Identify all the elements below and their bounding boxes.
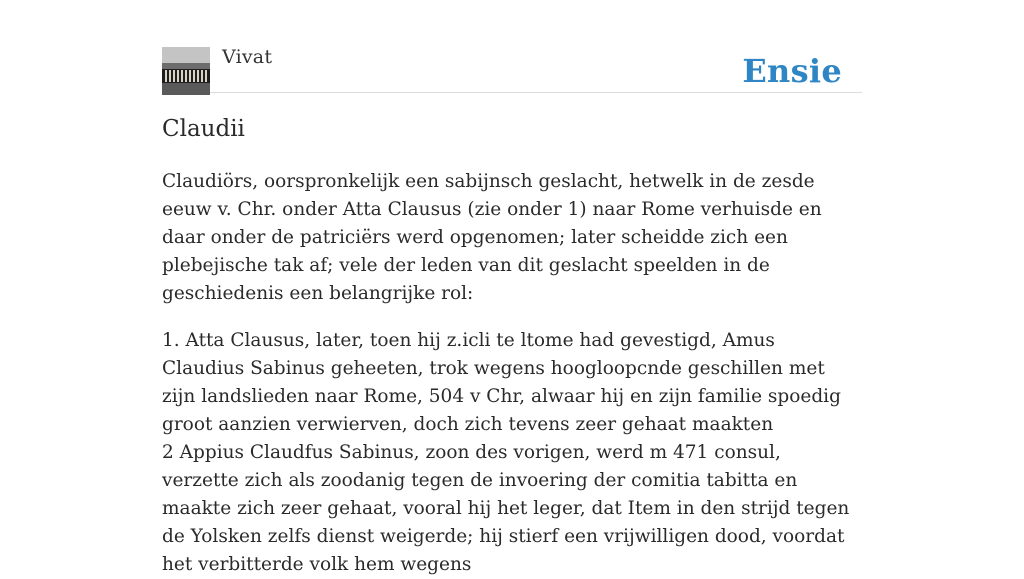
- header: [162, 0, 862, 93]
- stacked-cards-icon: [162, 47, 210, 95]
- definition-list: [162, 327, 862, 579]
- brand-logo[interactable]: Ensie: [742, 52, 842, 90]
- page-container: [162, 0, 862, 575]
- intro-paragraph: Claudiörs, oorspronkelijk een sabijnsch geslacht, hetwelk in de zesde eeuw v. Chr. onder Atta Clausus (zie onder 1) naar Rome verhuisde en daar onder de patriciërs werd opgenomen; later scheidde zich een plebejische tak af; vele der leden van dit geslacht speelden in de geschiedenis een belangrijke rol:: [162, 171, 822, 304]
- username[interactable]: Vivat: [222, 46, 273, 68]
- user-avatar[interactable]: [162, 47, 210, 95]
- article-body: [162, 168, 862, 579]
- list-item: 1. Atta Clausus, later, toen hij z.icli te ltome had gevestigd, Amus Claudius Sabinus geheeten, trok wegens hoogloopcnde geschillen met zijn landslieden naar Rome, 504 v Chr, alwaar hij en zijn familie spoedig groot aanzien verwierven, doch zich tevens zeer gehaat maakten: [162, 330, 841, 435]
- page-title: Claudii: [162, 116, 245, 142]
- list-item: 2 Appius Claudfus Sabinus, zoon des vorigen, werd m 471 consul, verzette zich als zoodanig tegen de invoering der comitia tabitta en maakte zich zeer gehaat, vooral hij het leger, dat Item in den strijd tegen de Yolsken zelfs dienst weigerde; hij stierf een vrijwilligen dood, voordat het verbitterde volk hem wegens: [162, 442, 850, 575]
